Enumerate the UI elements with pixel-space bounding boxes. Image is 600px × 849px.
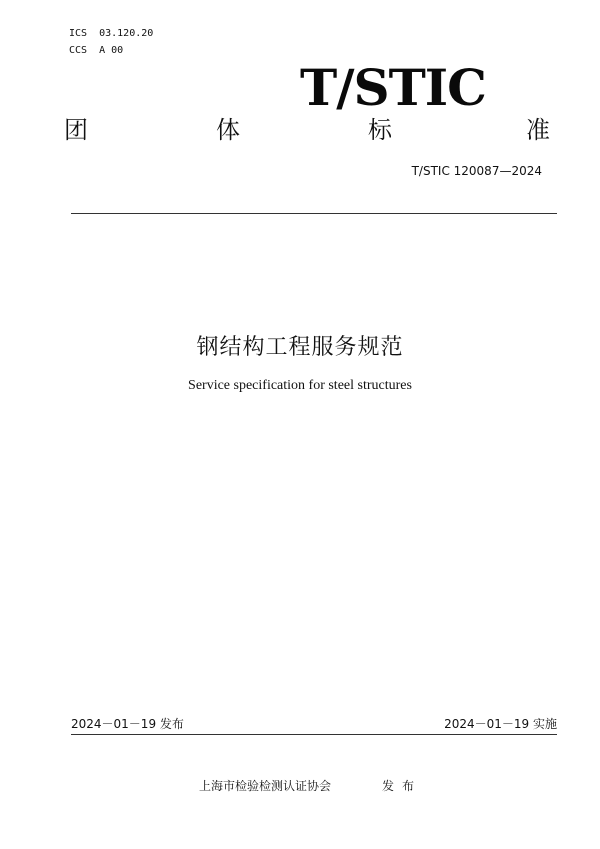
english-title: Service specification for steel structures (188, 378, 412, 393)
standard-type-heading (64, 114, 556, 146)
standard-logo: T/STIC (300, 58, 486, 117)
top-divider (71, 213, 557, 214)
ics-code: ICS 03.120.20 (69, 28, 154, 39)
ccs-code: CCS A 00 (69, 45, 124, 56)
standard-type-char: 准 (526, 116, 550, 144)
publish-date: 2024－01－19 发布 (71, 717, 184, 731)
standard-type-char: 体 (216, 116, 240, 144)
standard-type-char: 团 (64, 116, 88, 144)
implement-date: 2024－01－19 实施 (444, 717, 557, 731)
standard-type-char: 标 (368, 116, 392, 144)
bottom-divider (71, 734, 557, 735)
chinese-title: 钢结构工程服务规范 (196, 335, 404, 360)
standard-code: T/STIC 120087—2024 (411, 164, 542, 178)
issuing-organization: 上海市检验检测认证协会 (199, 779, 332, 793)
issue-label: 发布 (382, 779, 423, 793)
